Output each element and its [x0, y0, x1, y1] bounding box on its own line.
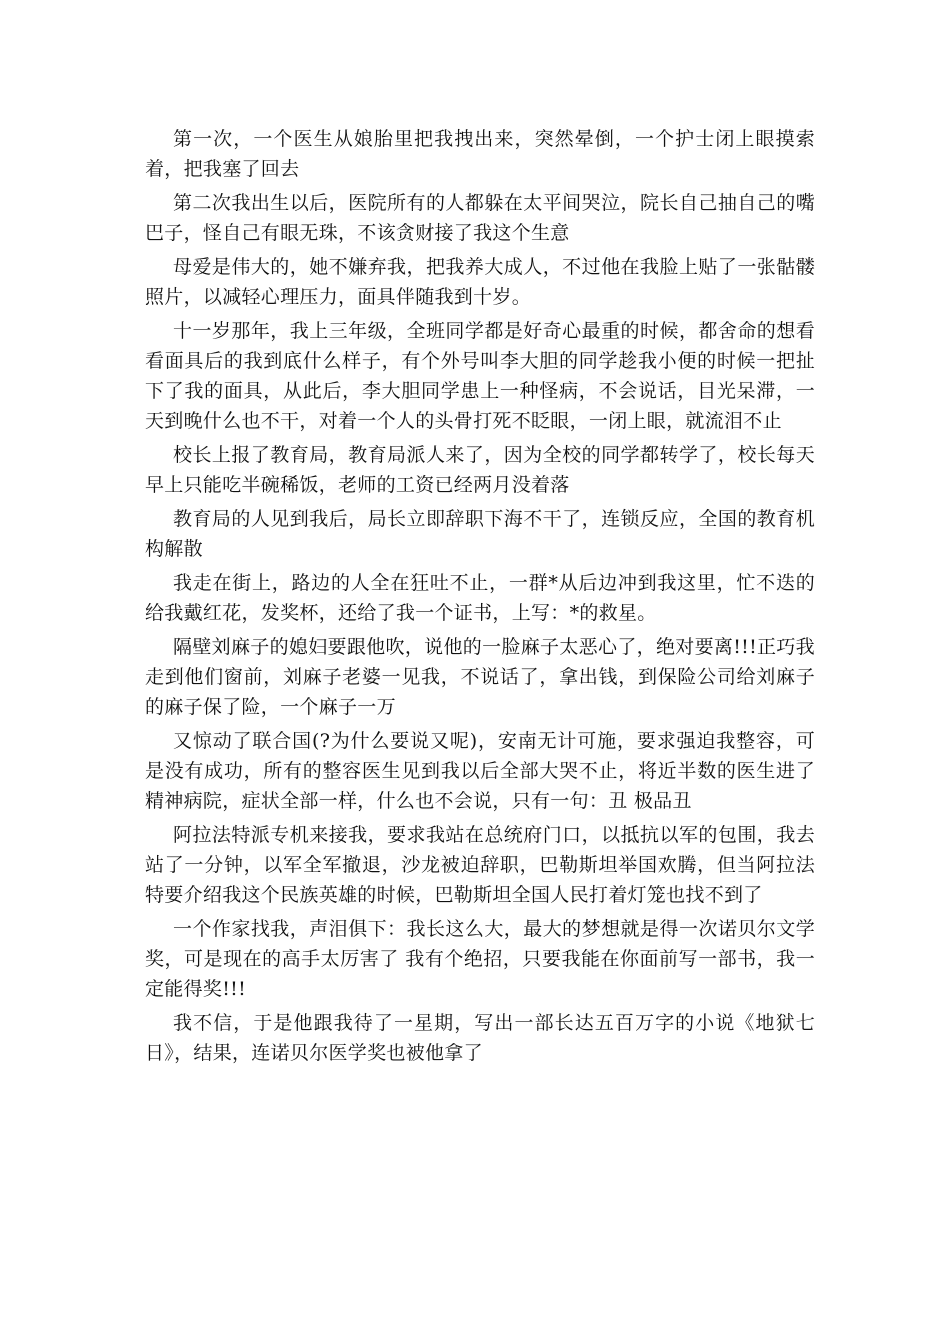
paragraph-1: 第一次，一个医生从娘胎里把我拽出来，突然晕倒，一个护士闭上眼摸索着，把我塞了回去 — [145, 128, 815, 180]
paragraph-9: 又惊动了联合国(?为什么要说又呢)，安南无计可施，要求强迫我整容，可是没有成功，所有的整容医生见到我以后全部大哭不止，将近半数的医生进了精神病院，症状全部一样，什么也不会说，只有一句：丑 极品丑 — [145, 730, 815, 812]
paragraph-5: 校长上报了教育局，教育局派人来了，因为全校的同学都转学了，校长每天早上只能吃半碗稀饭，老师的工资已经两月没着落 — [145, 444, 815, 496]
paragraph-3: 母爱是伟大的，她不嫌弃我，把我养大成人，不过他在我脸上贴了一张骷髅照片，以减轻心理压力，面具伴随我到十岁。 — [145, 256, 815, 308]
paragraph-12: 我不信，于是他跟我待了一星期，写出一部长达五百万字的小说《地狱七日》，结果，连诺贝尔医学奖也被他拿了 — [145, 1012, 815, 1064]
paragraph-7: 我走在街上，路边的人全在狂吐不止，一群*从后边冲到我这里，忙不迭的给我戴红花，发奖杯，还给了我一个证书，上写：*的救星。 — [145, 572, 815, 624]
paragraph-6: 教育局的人见到我后，局长立即辞职下海不干了，连锁反应，全国的教育机构解散 — [145, 508, 815, 560]
paragraph-4: 十一岁那年，我上三年级，全班同学都是好奇心最重的时候，都舍命的想看看面具后的我到底什么样子，有个外号叫李大胆的同学趁我小便的时候一把扯下了我的面具，从此后，李大胆同学患上一种怪病，不会说话，目光呆滞，一天到晚什么也不干，对着一个人的头骨打死不眨眼，一闭上眼，就流泪不止 — [145, 320, 815, 432]
paragraph-11: 一个作家找我，声泪俱下：我长这么大，最大的梦想就是得一次诺贝尔文学奖，可是现在的高手太厉害了 我有个绝招，只要我能在你面前写一部书，我一定能得奖!!! — [145, 918, 815, 1000]
paragraph-8: 隔壁刘麻子的媳妇要跟他吹，说他的一脸麻子太恶心了，绝对要离!!!正巧我走到他们窗前，刘麻子老婆一见我，不说话了，拿出钱，到保险公司给刘麻子的麻子保了险，一个麻子一万 — [145, 636, 815, 718]
paragraph-10: 阿拉法特派专机来接我，要求我站在总统府门口，以抵抗以军的包围，我去站了一分钟，以军全军撤退，沙龙被迫辞职，巴勒斯坦举国欢腾，但当阿拉法特要介绍我这个民族英雄的时候，巴勒斯坦全国人民打着灯笼也找不到了 — [145, 824, 815, 906]
document-body — [145, 124, 815, 1072]
paragraph-2: 第二次我出生以后，医院所有的人都躲在太平间哭泣，院长自己抽自己的嘴巴子，怪自己有眼无珠，不该贪财接了我这个生意 — [145, 192, 815, 244]
